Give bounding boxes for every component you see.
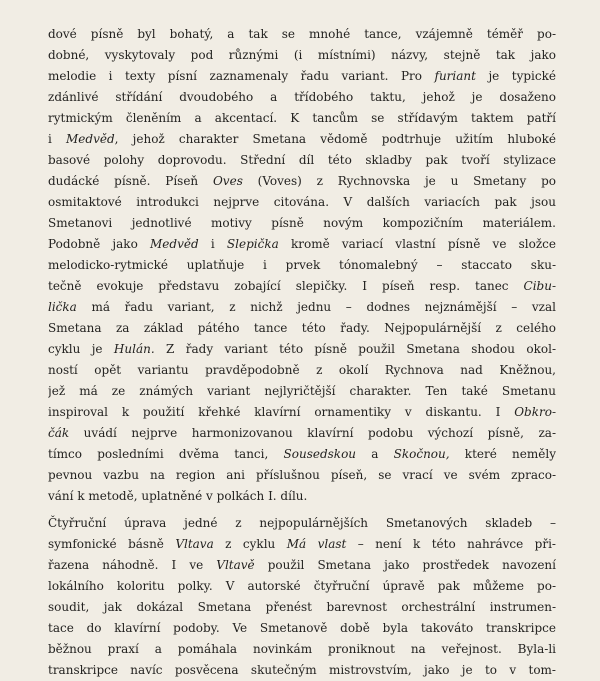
text-run: symfonické básně (48, 537, 176, 551)
page-text (48, 24, 556, 681)
text-line (48, 576, 556, 597)
italic-term: Sousedskou (283, 447, 357, 461)
text-run: , jehož charakter Smetana vědomě podtrhuje užitím hluboké (114, 132, 556, 146)
text-line (48, 465, 556, 486)
text-line (48, 402, 556, 423)
text-run: – není k této nahrávce při- (346, 537, 556, 551)
italic-term: Vltavě (216, 558, 255, 572)
text-line (48, 87, 556, 108)
text-line (48, 597, 556, 618)
text-line (48, 486, 556, 507)
text-run: Smetanovi jednotlivé motivy písně novým kompozičním materiálem. (48, 216, 556, 230)
paragraph-1 (48, 24, 556, 507)
text-line (48, 639, 556, 660)
italic-term: Cibu- (523, 279, 556, 293)
text-run: i (198, 237, 227, 251)
text-line (48, 555, 556, 576)
text-run: melodie i texty písní zaznamenaly řadu variant. Pro (48, 69, 435, 83)
text-line (48, 660, 556, 681)
text-run: Smetana za základ pátého tance této řady. Nejpopulárnější z celého (48, 321, 556, 335)
text-run: dobné, vyskytovaly pod různými (i místními) názvy, stejně tak jako (48, 48, 556, 62)
text-run: dové písně byl bohatý, a tak se mnohé tance, vzájemně téměř po- (48, 27, 556, 41)
italic-term: Má vlast (286, 537, 347, 551)
text-run: cyklu je (48, 342, 114, 356)
text-line (48, 534, 556, 555)
italic-term: Medvěd (66, 132, 115, 146)
text-line (48, 618, 556, 639)
text-run: z cyklu (213, 537, 287, 551)
text-run: běžnou praxí a pomáhala novinkám proniknout na veřejnost. Byla-li (48, 642, 556, 656)
text-run: tímco posledními dvěma tanci, (48, 447, 284, 461)
text-run: má řadu variant, z nichž jednu – dodnes nejznámější – vzal (76, 300, 556, 314)
text-line (48, 213, 556, 234)
text-line (48, 171, 556, 192)
text-line (48, 339, 556, 360)
text-line (48, 297, 556, 318)
text-run: soudit, jak dokázal Smetana přenést barevnost orchestrální instrumen- (48, 600, 556, 614)
text-line (48, 381, 556, 402)
text-run: ností opět variantu pravděpodobně z okolí Rychnova nad Kněžnou, (48, 363, 556, 377)
text-run: kromě variací vlastní písně ve složce (278, 237, 556, 251)
text-run: Z řady variant této písně použil Smetana shodou okol- (154, 342, 556, 356)
text-line (48, 150, 556, 171)
italic-term: Vltava (175, 537, 214, 551)
text-line (48, 318, 556, 339)
text-run: melodicko-rytmické uplatňuje i prvek tónomalebný – staccato sku- (48, 258, 556, 272)
text-run: transkripce navíc posvěcena skutečným mistrovstvím, jako je to v tom- (48, 663, 556, 677)
text-line (48, 444, 556, 465)
text-line (48, 423, 556, 444)
text-run: basové polohy doprovodu. Střední díl této skladby pak tvoří stylizace (48, 153, 556, 167)
text-run: (Voves) z Rychnovska je u Smetany po (242, 174, 556, 188)
text-run: dudácké písně. Píseň (48, 174, 213, 188)
text-line (48, 360, 556, 381)
italic-term: lička (48, 300, 77, 314)
text-run: pevnou vazbu na region ani příslušnou píseň, se vrací ve svém zpraco- (48, 468, 556, 482)
text-line (48, 276, 556, 297)
text-run: Čtyřruční úprava jedné z nejpopulárnějších Smetanových skladeb – (48, 516, 556, 530)
text-line (48, 45, 556, 66)
italic-term: Hulán. (113, 342, 155, 356)
text-run: osmitaktové introdukci nejprve citována. V dalších variacích pak jsou (48, 195, 556, 209)
text-line (48, 192, 556, 213)
italic-term: Oves (212, 174, 243, 188)
text-run: lokálního koloritu polky. V autorské čtyřruční úpravě pak můžeme po- (48, 579, 556, 593)
italic-term: čák (48, 426, 70, 440)
text-line (48, 234, 556, 255)
text-line (48, 66, 556, 87)
text-run: které neměly (449, 447, 556, 461)
text-run: i (48, 132, 67, 146)
text-run: jež má ze známých variant nejlyričtější charakter. Ten také Smetanu (48, 384, 556, 398)
paragraph-2 (48, 513, 556, 681)
text-run: vání k metodě, uplatněné v polkách I. dílu. (48, 489, 308, 503)
text-run: použil Smetana jako prostředek navození (254, 558, 556, 572)
italic-term: furiant (434, 69, 476, 83)
text-run: tečně evokuje představu zobající slepičky. I píseň resp. tanec (48, 279, 524, 293)
italic-term: Medvěd (150, 237, 199, 251)
text-run: rytmickým členěním a akcentací. K tancům se střídavým taktem patří (48, 111, 556, 125)
text-run: inspiroval k použití křehké klavírní ornamentiky v diskantu. I (48, 405, 515, 419)
text-run: a (356, 447, 394, 461)
text-run: je typické (475, 69, 556, 83)
text-run: Podobně jako (48, 237, 151, 251)
italic-term: Obkro- (514, 405, 556, 419)
text-line (48, 129, 556, 150)
text-run: uvádí nejprve harmonizovanou klavírní podobu výchozí písně, za- (69, 426, 556, 440)
text-line (48, 108, 556, 129)
text-run: tace do klavírní podoby. Ve Smetanově době byla takováto transkripce (48, 621, 556, 635)
text-line (48, 24, 556, 45)
text-line (48, 513, 556, 534)
italic-term: Slepička (226, 237, 279, 251)
italic-term: Skočnou, (393, 447, 450, 461)
text-run: řazena náhodně. I ve (48, 558, 217, 572)
text-run: zdánlivé střídání dvoudobého a třídobého taktu, jehož je dosaženo (48, 90, 556, 104)
text-line (48, 255, 556, 276)
